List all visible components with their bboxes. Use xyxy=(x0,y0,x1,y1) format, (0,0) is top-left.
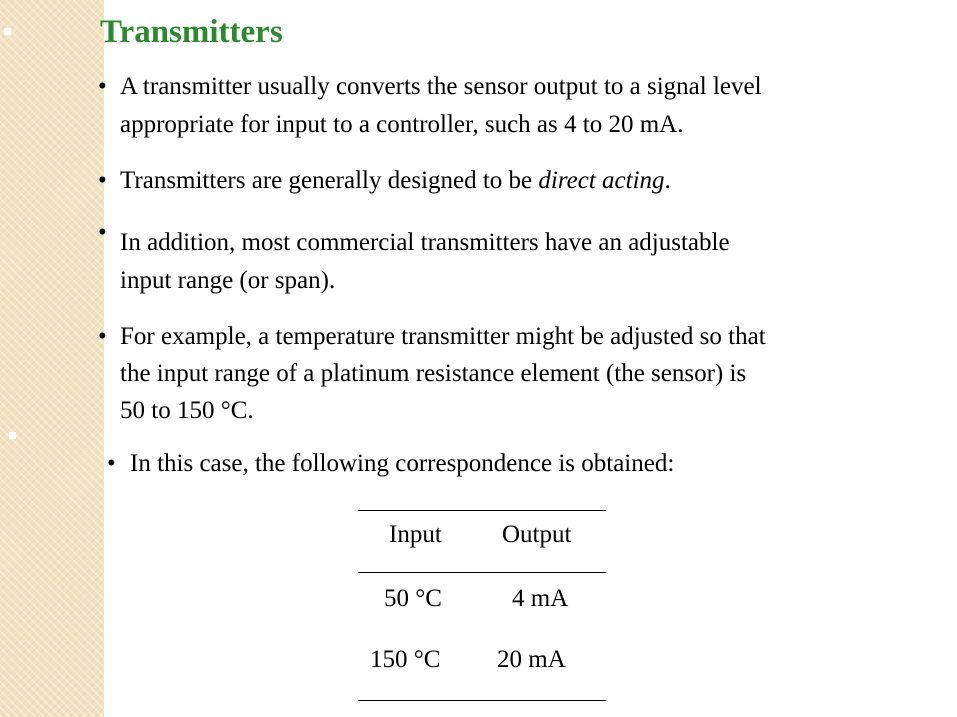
bullet-4-line-2: the input range of a platinum resistance element (the sensor) is xyxy=(120,360,747,387)
table-rule-mid xyxy=(358,572,606,573)
bullet-3-line-2: input range (or span). xyxy=(120,267,336,294)
decorative-square xyxy=(4,28,11,35)
bullet-2-line-1 xyxy=(120,162,671,200)
bullet-1-line-1: A transmitter usually converts the sensor output to a signal level xyxy=(120,73,762,100)
table-header-input: Input xyxy=(389,521,442,548)
table-cell-input-row-2: 150 °C xyxy=(370,646,441,673)
table-cell-input-row-1: 50 °C xyxy=(384,585,442,612)
bullet-4-line-3: 50 to 150 °C. xyxy=(120,397,254,424)
bullet-marker: • xyxy=(98,219,107,246)
bullet-2-italic-text: direct acting xyxy=(538,167,665,194)
table-rule-bottom xyxy=(358,700,606,701)
bullet-marker: • xyxy=(98,73,107,100)
decorative-square xyxy=(9,432,16,439)
bullet-2-text-end: . xyxy=(664,167,671,194)
table-cell-output-row-1: 4 mA xyxy=(512,585,569,612)
bullet-1-line-2: appropriate for input to a controller, such as 4 to 20 mA. xyxy=(120,111,684,138)
decorative-side-strip xyxy=(0,0,104,717)
table-header-output: Output xyxy=(502,521,572,548)
bullet-4-line-1: For example, a temperature transmitter might be adjusted so that xyxy=(120,323,766,350)
bullet-2-text: Transmitters are generally designed to be xyxy=(120,167,539,194)
bullet-marker: • xyxy=(98,323,107,350)
table-rule-top xyxy=(358,510,606,511)
slide-title: Transmitters xyxy=(100,14,283,50)
bullet-3-line-1: In addition, most commercial transmitters have an adjustable xyxy=(120,229,730,256)
bullet-marker: • xyxy=(98,167,107,194)
bullet-marker: • xyxy=(107,450,116,477)
bullet-5-line-1: In this case, the following correspondence is obtained: xyxy=(130,450,675,477)
table-cell-output-row-2: 20 mA xyxy=(497,646,566,673)
